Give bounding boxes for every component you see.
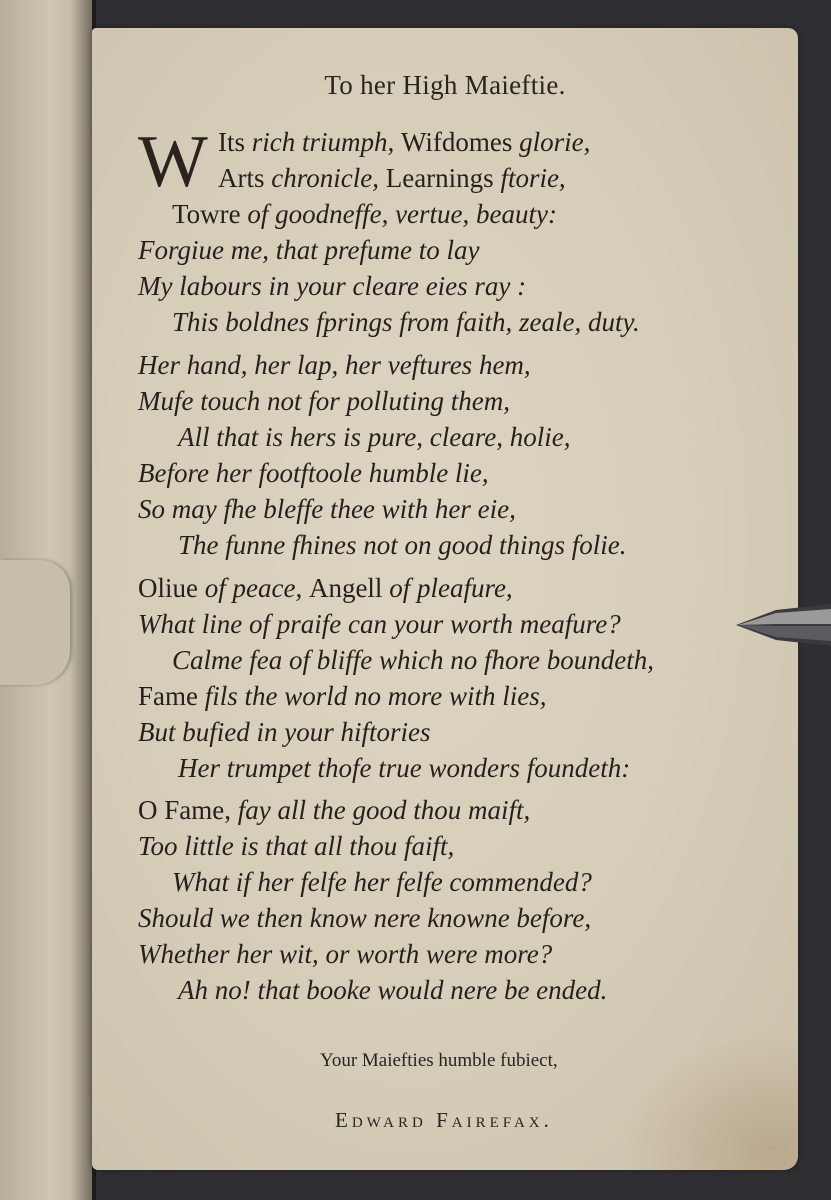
poem-line bbox=[138, 937, 552, 971]
line-segment: Towre bbox=[172, 199, 248, 229]
torn-leaf-fragment bbox=[0, 560, 70, 685]
line-segment: ftorie, bbox=[500, 163, 566, 193]
poem-line bbox=[138, 456, 489, 490]
poem-line bbox=[172, 865, 592, 899]
page-title: To her High Maieftie. bbox=[324, 70, 566, 100]
page-stain bbox=[618, 1030, 798, 1170]
poem-line bbox=[138, 233, 479, 267]
line-segment: Oliue bbox=[138, 573, 205, 603]
poem-line bbox=[172, 197, 557, 231]
poem-line bbox=[138, 793, 530, 827]
poem-line bbox=[138, 607, 621, 641]
poem-line bbox=[138, 829, 454, 863]
line-segment: Arts bbox=[218, 163, 272, 193]
line-segment: Wifdomes bbox=[401, 127, 520, 157]
poem-line bbox=[138, 384, 510, 418]
author-signature: Edward Fairefax. bbox=[335, 1108, 553, 1132]
line-segment: What if her felfe her felfe commended? bbox=[172, 867, 592, 897]
poem-line bbox=[138, 715, 430, 749]
poem-line bbox=[178, 751, 630, 785]
line-segment: Fame bbox=[138, 681, 205, 711]
poem-line bbox=[218, 125, 590, 159]
book-page bbox=[92, 28, 798, 1170]
line-segment: of goodneffe, vertue, beauty: bbox=[247, 199, 557, 229]
line-segment: chronicle, bbox=[271, 163, 386, 193]
line-segment: This boldnes fprings from faith, zeale, duty. bbox=[172, 307, 640, 337]
poem-line bbox=[172, 305, 640, 339]
line-segment: Forgiue me, that prefume to lay bbox=[138, 235, 480, 265]
line-segment: What line of praife can your worth meafure? bbox=[138, 609, 621, 639]
line-segment: fay all the good thou maift, bbox=[237, 795, 531, 825]
poem-line bbox=[138, 901, 591, 935]
line-segment: Should we then know nere knowne before, bbox=[138, 903, 592, 933]
line-segment: Angell bbox=[308, 573, 390, 603]
poem-line bbox=[138, 571, 513, 605]
metal-pointer-icon bbox=[736, 604, 831, 646]
line-segment: Ah no! that booke would nere be ended. bbox=[178, 975, 608, 1005]
line-segment: Before her footftoole humble lie, bbox=[138, 458, 489, 488]
drop-cap: W bbox=[138, 121, 208, 203]
line-segment: All that is hers is pure, cleare, holie, bbox=[178, 422, 571, 452]
line-segment: Its bbox=[218, 127, 252, 157]
line-segment: O Fame, bbox=[138, 795, 238, 825]
poem-line bbox=[138, 492, 516, 526]
poem-line bbox=[138, 269, 526, 303]
line-segment: Learnings bbox=[385, 163, 501, 193]
line-segment: Her trumpet thofe true wonders foundeth: bbox=[178, 753, 631, 783]
poem-line bbox=[178, 420, 570, 454]
line-segment: of pleafure, bbox=[389, 573, 513, 603]
line-segment: Her hand, her lap, her veftures hem, bbox=[138, 350, 531, 380]
line-segment: My labours in your cleare eies ray : bbox=[138, 271, 527, 301]
signoff-line: Your Maiefties humble fubiect, bbox=[320, 1050, 558, 1071]
line-segment: The funne fhines not on good things folie. bbox=[178, 530, 627, 560]
line-segment: Mufe touch not for polluting them, bbox=[138, 386, 510, 416]
line-segment: Too little is that all thou faift, bbox=[138, 831, 455, 861]
poem-line bbox=[178, 973, 607, 1007]
line-segment: So may fhe bleffe thee with her eie, bbox=[138, 494, 516, 524]
line-segment: But bufied in your hiftories bbox=[138, 717, 431, 747]
line-segment: glorie, bbox=[519, 127, 591, 157]
line-segment: fils the world no more with lies, bbox=[204, 681, 547, 711]
poem-line bbox=[178, 528, 626, 562]
line-segment: rich triumph, bbox=[251, 127, 402, 157]
line-segment: Whether her wit, or worth were more? bbox=[138, 939, 553, 969]
line-segment: Calme fea of bliffe which no fhore boundeth, bbox=[172, 645, 654, 675]
poem-line bbox=[172, 643, 654, 677]
poem-line bbox=[138, 679, 547, 713]
poem-line bbox=[218, 161, 566, 195]
poem-line bbox=[138, 348, 531, 382]
line-segment: of peace, bbox=[204, 573, 309, 603]
